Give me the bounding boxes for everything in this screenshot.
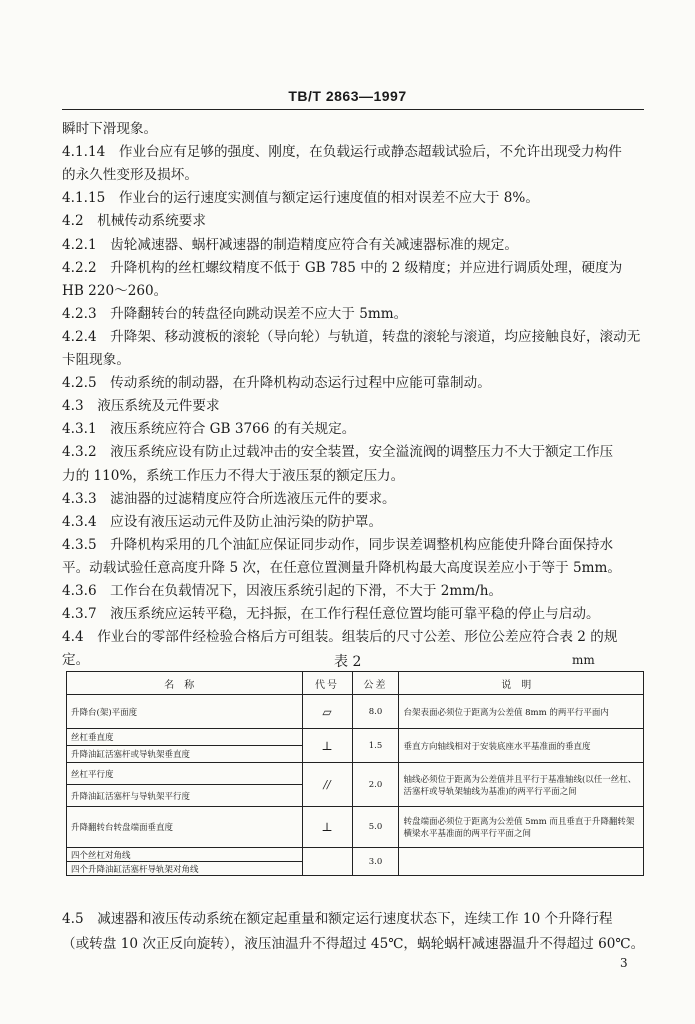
text-line: 定。: [62, 652, 90, 669]
row-symbol: [302, 848, 352, 876]
table-row: [67, 763, 644, 785]
text-line: 卡阻现象。: [62, 352, 130, 368]
header-rule: [62, 109, 644, 110]
text-line: 4.2.5 传动系统的制动器，在升降机构动态运行过程中应能可靠制动。: [62, 375, 491, 392]
text-line: 4.2 机械传动系统要求: [62, 213, 206, 230]
text-line: 的永久性变形及损坏。: [62, 167, 198, 184]
text-line: 4.4 作业台的零部件经检验合格后方可组装。组装后的尺寸公差、形位公差应符合表 2 的规: [62, 629, 618, 646]
text-line: 4.3.1 液压系统应符合 GB 3766 的有关规定。: [62, 421, 356, 438]
flatness-symbol: ▱: [302, 695, 352, 729]
parallelism-symbol: //: [302, 763, 352, 807]
col-header-description: 说明: [399, 672, 644, 695]
table-row: [67, 848, 644, 862]
row-tolerance: 2.0: [352, 763, 399, 807]
row-description: 台架表面必须位于距离为公差值 8mm 的两平行平面内: [399, 695, 644, 729]
text-line: 4.1.14 作业台应有足够的强度、刚度，在负载运行或静态超载试验后，不允许出现受力构件: [62, 144, 622, 161]
text-line: 平。动载试验任意高度升降 5 次，在任意位置测量升降机构最大高度误差应小于等于 5mm。: [62, 559, 622, 576]
row-description: 垂直方向轴线相对于安装底座水平基准面的垂直度: [399, 729, 644, 763]
table-row: [67, 729, 644, 746]
tolerance-table: [66, 671, 644, 876]
text-line: 4.3.3 滤油器的过滤精度应符合所选液压元件的要求。: [62, 490, 396, 507]
row-tolerance: 8.0: [352, 695, 399, 729]
row-name: 升降油缸活塞杆或导轨架垂直度: [67, 746, 303, 763]
text-line: 力的 110%，系统工作压力不得大于液压泵的额定压力。: [62, 467, 405, 484]
text-line: 4.3.5 升降机构采用的几个油缸应保证同步动作，同步误差调整机构应能使升降台面保持水: [62, 536, 614, 553]
text-line: HB 220～260。: [62, 282, 168, 299]
table-unit: mm: [572, 653, 595, 667]
row-name: 丝杠垂直度: [67, 729, 303, 746]
row-name: 升降翻转台转盘端面垂直度: [67, 807, 303, 848]
row-description: 转盘端面必须位于距离为公差值 5mm 而且垂直于升降翻转架横梁水平基准面的两平行平面之间: [399, 807, 644, 848]
row-name: 丝杠平行度: [67, 763, 303, 785]
row-tolerance: 1.5: [352, 729, 399, 763]
text-line: 4.1.15 作业台的运行速度实测值与额定运行速度值的相对误差不应大于 8%。: [62, 190, 539, 207]
col-header-tolerance: 公差: [352, 672, 399, 695]
row-name: 四个升降油缸活塞杆导轨架对角线: [67, 862, 303, 876]
text-line: 4.2.2 升降机构的丝杠螺纹精度不低于 GB 785 中的 2 级精度；并应进行调质处理，硬度为: [62, 259, 623, 276]
row-tolerance: 3.0: [352, 848, 399, 876]
table-caption: 表 2: [334, 654, 362, 670]
text-line: 4.3 液压系统及元件要求: [62, 398, 220, 415]
row-description: 轴线必须位于距离为公差值并且平行于基准轴线(以任一丝杠、活塞杆或导轨架轴线为基准)的两平行平面之间: [399, 763, 644, 807]
table-row: [67, 807, 644, 848]
text-line: 瞬时下滑现象。: [62, 121, 158, 137]
col-header-name: 名称: [67, 672, 303, 695]
text-line: 4.3.2 液压系统应设有防止过载冲击的安全装置，安全溢流阀的调整压力不大于额定工作压: [62, 444, 614, 461]
text-line: 4.2.4 升降架、移动渡板的滚轮（导向轮）与轨道，转盘的滚轮与滚道，均应接触良好，滚动无: [62, 328, 641, 345]
row-description: [399, 848, 644, 876]
text-line: 4.2.1 齿轮减速器、蜗杆减速器的制造精度应符合有关减速器标准的规定。: [62, 236, 518, 253]
text-line: （或转盘 10 次正反向旋转），液压油温升不得超过 45℃，蜗轮蜗杆减速器温升不得超过 60℃。: [62, 936, 645, 952]
row-tolerance: 5.0: [352, 807, 399, 848]
perpendicularity-symbol: ⊥: [302, 729, 352, 763]
row-name: 升降台(架)平面度: [67, 695, 303, 729]
text-line: 4.5 减速器和液压传动系统在额定起重量和额定运行速度状态下，连续工作 10 个升降行程: [62, 911, 613, 927]
text-line: 4.3.7 液压系统应运转平稳，无抖振，在工作行程任意位置均能可靠平稳的停止与启动。: [62, 606, 600, 623]
perpendicularity-symbol: ⊥: [302, 807, 352, 848]
page-number: 3: [620, 956, 628, 970]
text-line: 4.2.3 升降翻转台的转盘径向跳动误差不应大于 5mm。: [62, 305, 408, 322]
document-header: TB/T 2863—1997: [288, 88, 407, 104]
row-name: 四个丝杠对角线: [67, 848, 303, 862]
text-line: 4.3.6 工作台在负载情况下，因液压系统引起的下滑，不大于 2mm/h。: [62, 583, 503, 599]
table-row: [67, 695, 644, 729]
row-name: 升降油缸活塞杆与导轨架平行度: [67, 785, 303, 807]
col-header-symbol: 代号: [302, 672, 352, 695]
text-line: 4.3.4 应设有液压运动元件及防止油污染的防护罩。: [62, 513, 383, 530]
